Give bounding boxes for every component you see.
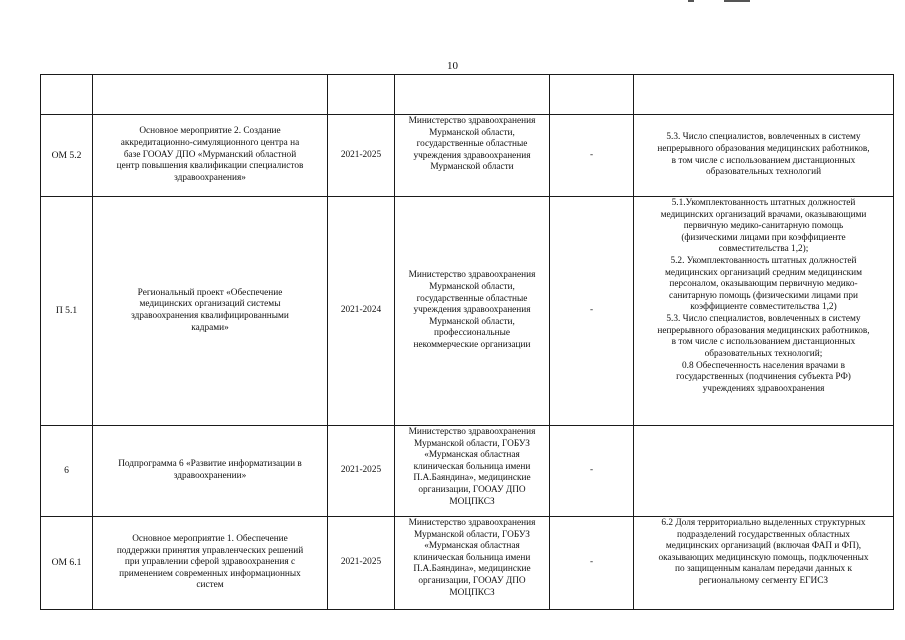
row-name (96, 288, 324, 334)
table-header-row (41, 75, 894, 115)
row-indicators-line: санитарную помощь (физическими лицами при (669, 290, 858, 301)
row-executors-line: организации, ГООАУ ДПО (418, 485, 526, 496)
row-executors-line: Мурманской области, ГОБУЗ (414, 438, 530, 449)
row-executors-line: Мурманской области, ГОБУЗ (414, 529, 530, 540)
row-executors-line: Мурманской области, (429, 281, 515, 292)
row-executors-line: «Мурманская областная (424, 450, 520, 461)
row-indicators-cell (634, 426, 894, 517)
row-indicators-line: в том числе с использованием дистанционных (671, 155, 856, 166)
row-indicators-line: 5.3. Число специалистов, вовлеченных в систему (666, 314, 861, 325)
row-dash: - (589, 305, 594, 316)
row-indicators-line: оказывающих медицинскую помощь, подключенных (658, 552, 869, 563)
row-indicators-line: коэффициенте совместительства 1,2) (690, 302, 837, 313)
row-indicators-line: подразделений государственных областных (676, 529, 851, 540)
row-executors-line: Мурманской области (430, 162, 514, 173)
row-name-line: при управлении сферой здравоохранения с (124, 557, 296, 568)
row-name-line: центр повышения квалификации специалистов (116, 161, 304, 172)
row-indicators-line: региональному сегменту ЕГИСЗ (698, 576, 829, 587)
row-name-line: Подпрограмма 6 «Развитие информатизации в (118, 459, 302, 470)
table-row (41, 115, 894, 197)
row-name-cell (93, 517, 328, 610)
row-executors-cell (395, 115, 550, 197)
row-name-line: здравоохранения» (174, 172, 246, 183)
row-executors-line: профессиональные (434, 328, 510, 339)
header-cell-executors (395, 75, 550, 115)
row-dash-cell (550, 517, 634, 610)
row-indicators (637, 518, 890, 588)
row-indicators-line: медицинских организаций врачами, оказывающими (660, 209, 867, 220)
row-executors-line: организации, ГООАУ ДПО (418, 576, 526, 587)
table-row (41, 426, 894, 517)
row-indicators-line: государственных (подчинения субъекта РФ) (676, 372, 851, 383)
header-cell-indicators (634, 75, 894, 115)
row-executors-cell (395, 517, 550, 610)
row-executors-cell (395, 426, 550, 517)
program-measures-table (40, 74, 894, 610)
row-period: 2021-2025 (340, 465, 382, 476)
row-dash-cell (550, 426, 634, 517)
row-period-cell (328, 197, 395, 426)
row-indicators-line: в том числе с использованием дистанционных (671, 337, 856, 348)
row-indicators-line: по защищенным каналам передачи данных к (675, 564, 852, 575)
row-indicators (637, 198, 890, 395)
row-indicators-cell (634, 197, 894, 426)
row-name-cell (93, 115, 328, 197)
header-cell-period (328, 75, 395, 115)
row-code-cell (41, 426, 93, 517)
row-code: 6 (64, 465, 69, 476)
row-name-line: систем (196, 580, 224, 591)
row-executors (398, 518, 546, 599)
row-name (96, 459, 324, 482)
row-indicators-line: учреждениях здравоохранения (702, 383, 825, 394)
header-cell-name (93, 75, 328, 115)
row-period: 2021-2025 (340, 557, 382, 568)
row-code: П 5.1 (55, 305, 78, 316)
row-name-line: поддержки принятия управленческих решений (116, 545, 304, 556)
header-cell-dash (550, 75, 634, 115)
row-indicators-line: медицинских организаций (включая ФАП и ФП), (665, 541, 862, 552)
table-row (41, 517, 894, 610)
row-executors-cell (395, 197, 550, 426)
row-period-cell (328, 517, 395, 610)
row-name-line: здравоохранения квалифицированными (131, 311, 289, 321)
row-name-line: Основное мероприятие 2. Создание (139, 126, 281, 137)
row-executors-line: клиническая больница имени (413, 461, 531, 472)
row-name-line: Региональный проект «Обеспечение (137, 287, 283, 298)
row-dash: - (589, 465, 594, 476)
row-executors-line: Мурманской области, (429, 316, 515, 327)
row-indicators-line: совместительства 1,2); (718, 244, 809, 255)
row-executors-line: учреждения здравоохранения (413, 150, 531, 161)
row-executors-line: Мурманской области, (429, 127, 515, 138)
row-executors-line: Министерство здравоохранения (408, 270, 536, 281)
row-indicators-line: 5.3. Число специалистов, вовлеченных в систему (666, 132, 861, 143)
row-indicators (637, 132, 890, 178)
row-name-line: здравоохранении» (173, 471, 247, 481)
row-indicators-line: 6.2 Доля территориально выделенных структурных (661, 518, 866, 528)
row-code-cell (41, 197, 93, 426)
row-period-cell (328, 115, 395, 197)
row-dash: - (589, 557, 594, 568)
table-row (41, 197, 894, 426)
page-number: 10 (447, 60, 458, 72)
row-name-line: медицинских организаций системы (139, 299, 281, 310)
row-dash: - (589, 149, 594, 160)
row-code-cell (41, 115, 93, 197)
row-name-cell (93, 426, 328, 517)
row-executors-line: учреждения здравоохранения (413, 305, 531, 316)
row-name-cell (93, 197, 328, 426)
table-body (41, 75, 894, 610)
row-executors-line: П.А.Баяндина», медицинские (413, 564, 531, 575)
row-executors-line: «Мурманская областная (424, 541, 520, 552)
row-indicators-line: непрерывного образования медицинских работников, (657, 143, 870, 154)
row-indicators-cell (634, 517, 894, 610)
row-executors (398, 427, 546, 508)
row-executors-line: некоммерческие организации (413, 340, 531, 351)
row-indicators-line: первичную медико-санитарную помощь (683, 221, 844, 232)
row-period: 2021-2025 (340, 149, 382, 160)
row-name-line: Основное мероприятие 1. Обеспечение (132, 533, 288, 544)
row-dash-cell (550, 197, 634, 426)
row-indicators-cell (634, 115, 894, 197)
row-indicators-line: образовательных технологий; (704, 348, 823, 359)
header-cell-code (41, 75, 93, 115)
row-executors-line: Министерство здравоохранения (408, 518, 536, 528)
row-name-line: применением современных информационных (119, 568, 301, 579)
row-executors-line: государственные областные (416, 139, 528, 150)
row-indicators-line: (физическими лицами при коэффициенте (681, 232, 846, 243)
scan-edge-mark (688, 0, 750, 3)
row-code-cell (41, 517, 93, 610)
row-name-line: кадрами» (191, 322, 229, 333)
row-name (96, 126, 324, 184)
row-executors-line: МОЦПКСЗ (449, 587, 495, 598)
row-executors (398, 270, 546, 351)
row-executors-line: Министерство здравоохранения (408, 427, 536, 437)
row-indicators-line: 0.8 Обеспеченность населения врачами в (682, 360, 845, 371)
row-indicators-line: 5.1.Укомплектованность штатных должностей (671, 198, 856, 208)
row-executors-line: клиническая больница имени (413, 552, 531, 563)
row-dash-cell (550, 115, 634, 197)
row-indicators-line: персоналом, оказывающим первичную медико- (669, 279, 858, 290)
row-code: ОМ 6.1 (51, 557, 82, 568)
row-indicators-line: медицинских организаций средним медицинским (664, 267, 863, 278)
row-indicators-line: образовательных технологий (705, 167, 822, 178)
row-executors-line: МОЦПКСЗ (449, 496, 495, 507)
row-indicators-line: непрерывного образования медицинских работников, (657, 325, 870, 336)
row-executors-line: Министерство здравоохранения (408, 116, 536, 126)
row-indicators-line: 5.2. Укомплектованность штатных должностей (670, 256, 857, 267)
row-executors-line: государственные областные (416, 293, 528, 304)
row-name (96, 534, 324, 592)
row-period-cell (328, 426, 395, 517)
row-period: 2021-2024 (340, 305, 382, 316)
row-code: ОМ 5.2 (51, 149, 82, 161)
row-executors-line: П.А.Баяндина», медицинские (413, 473, 531, 484)
row-name-line: базе ГООАУ ДПО «Мурманский областной (123, 149, 297, 160)
row-executors (398, 116, 546, 174)
row-name-line: аккредитационно-симуляционного центра на (120, 138, 300, 149)
